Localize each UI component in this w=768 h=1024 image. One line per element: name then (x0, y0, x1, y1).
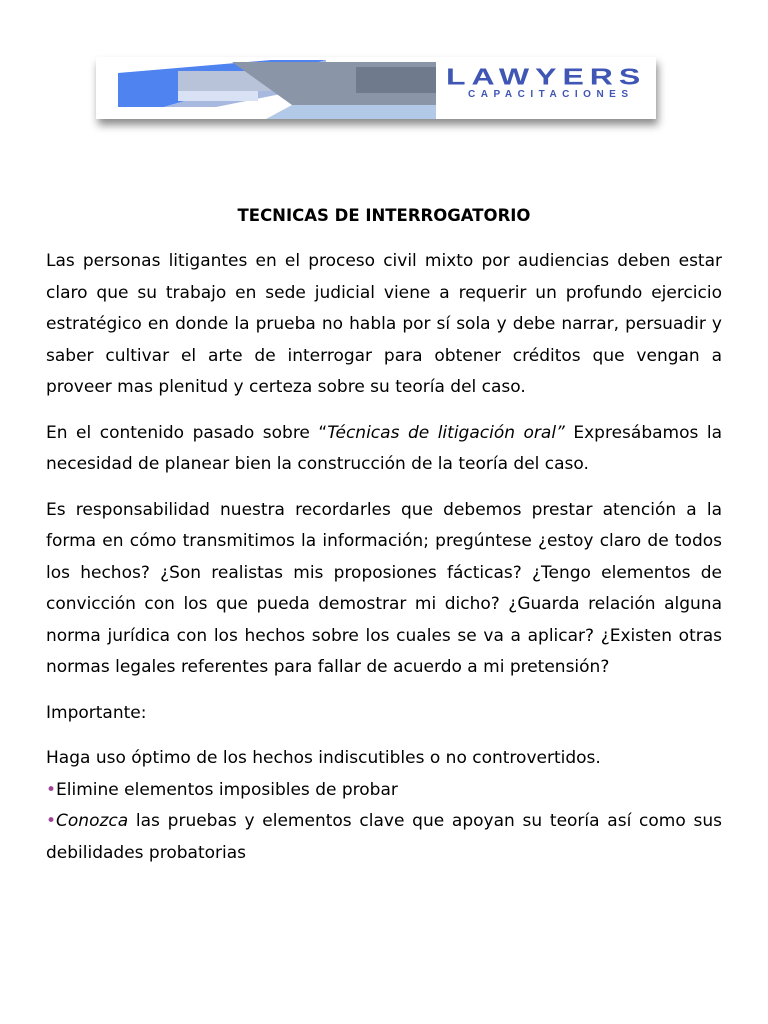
list-item: Haga uso óptimo de los hechos indiscutibles o no controvertidos. (46, 748, 601, 768)
list-item-emphasis: Conozca (56, 811, 129, 831)
logo-banner (96, 57, 656, 119)
paragraph-intro: Las personas litigantes en el proceso civil mixto por audiencias deben estar claro que su trabajo en sede judicial viene a requerir un profundo ejercicio estratégico en donde la prueba no habla por sí sola y debe narrar, persuadir y saber cultivar el arte de interrogar para obtener créditos que vengan a proveer mas plenitud y certeza sobre su teoría del caso. (46, 251, 722, 397)
paragraph-previous-content-end: Expresábamos la necesidad de planear bien la construcción de la teoría del caso. (46, 422, 722, 474)
important-label: Importante: (46, 702, 147, 723)
list-item-text: Elimine elementos imposibles de probar (56, 779, 398, 800)
logo-tagline-text: CAPACITACIONES (468, 89, 634, 100)
list-item (46, 806, 722, 869)
document-body (46, 200, 722, 869)
list-item-text: las pruebas y elementos clave que apoyan su teoría así como sus debilidades probatorias (46, 811, 722, 863)
logo-brand-text: LAWYERS (446, 63, 647, 90)
paragraph-previous-content (46, 418, 722, 481)
bullet-icon: • (46, 811, 57, 831)
paragraph-previous-content-start: En el contenido pasado sobre “ (46, 422, 328, 443)
document-title: TECNICAS DE INTERROGATORIO (237, 206, 531, 225)
list-item (46, 775, 722, 807)
bullet-icon: • (46, 779, 57, 800)
paragraph-responsibility: Es responsabilidad nuestra recordarles que debemos prestar atención a la forma en cómo transmitimos la información; pregúntese ¿estoy claro de todos los hechos? ¿Son realistas mis proposiones fácticas? ¿Tengo elementos de convicción con los que pueda demostrar mi dicho? ¿Guarda relación alguna norma jurídica con los hechos sobre los cuales se va a aplicar? ¿Existen otras normas legales referentes para fallar de acuerdo a mi pretensión? (46, 499, 722, 677)
referenced-title: Técnicas de litigación oral” (327, 422, 565, 443)
